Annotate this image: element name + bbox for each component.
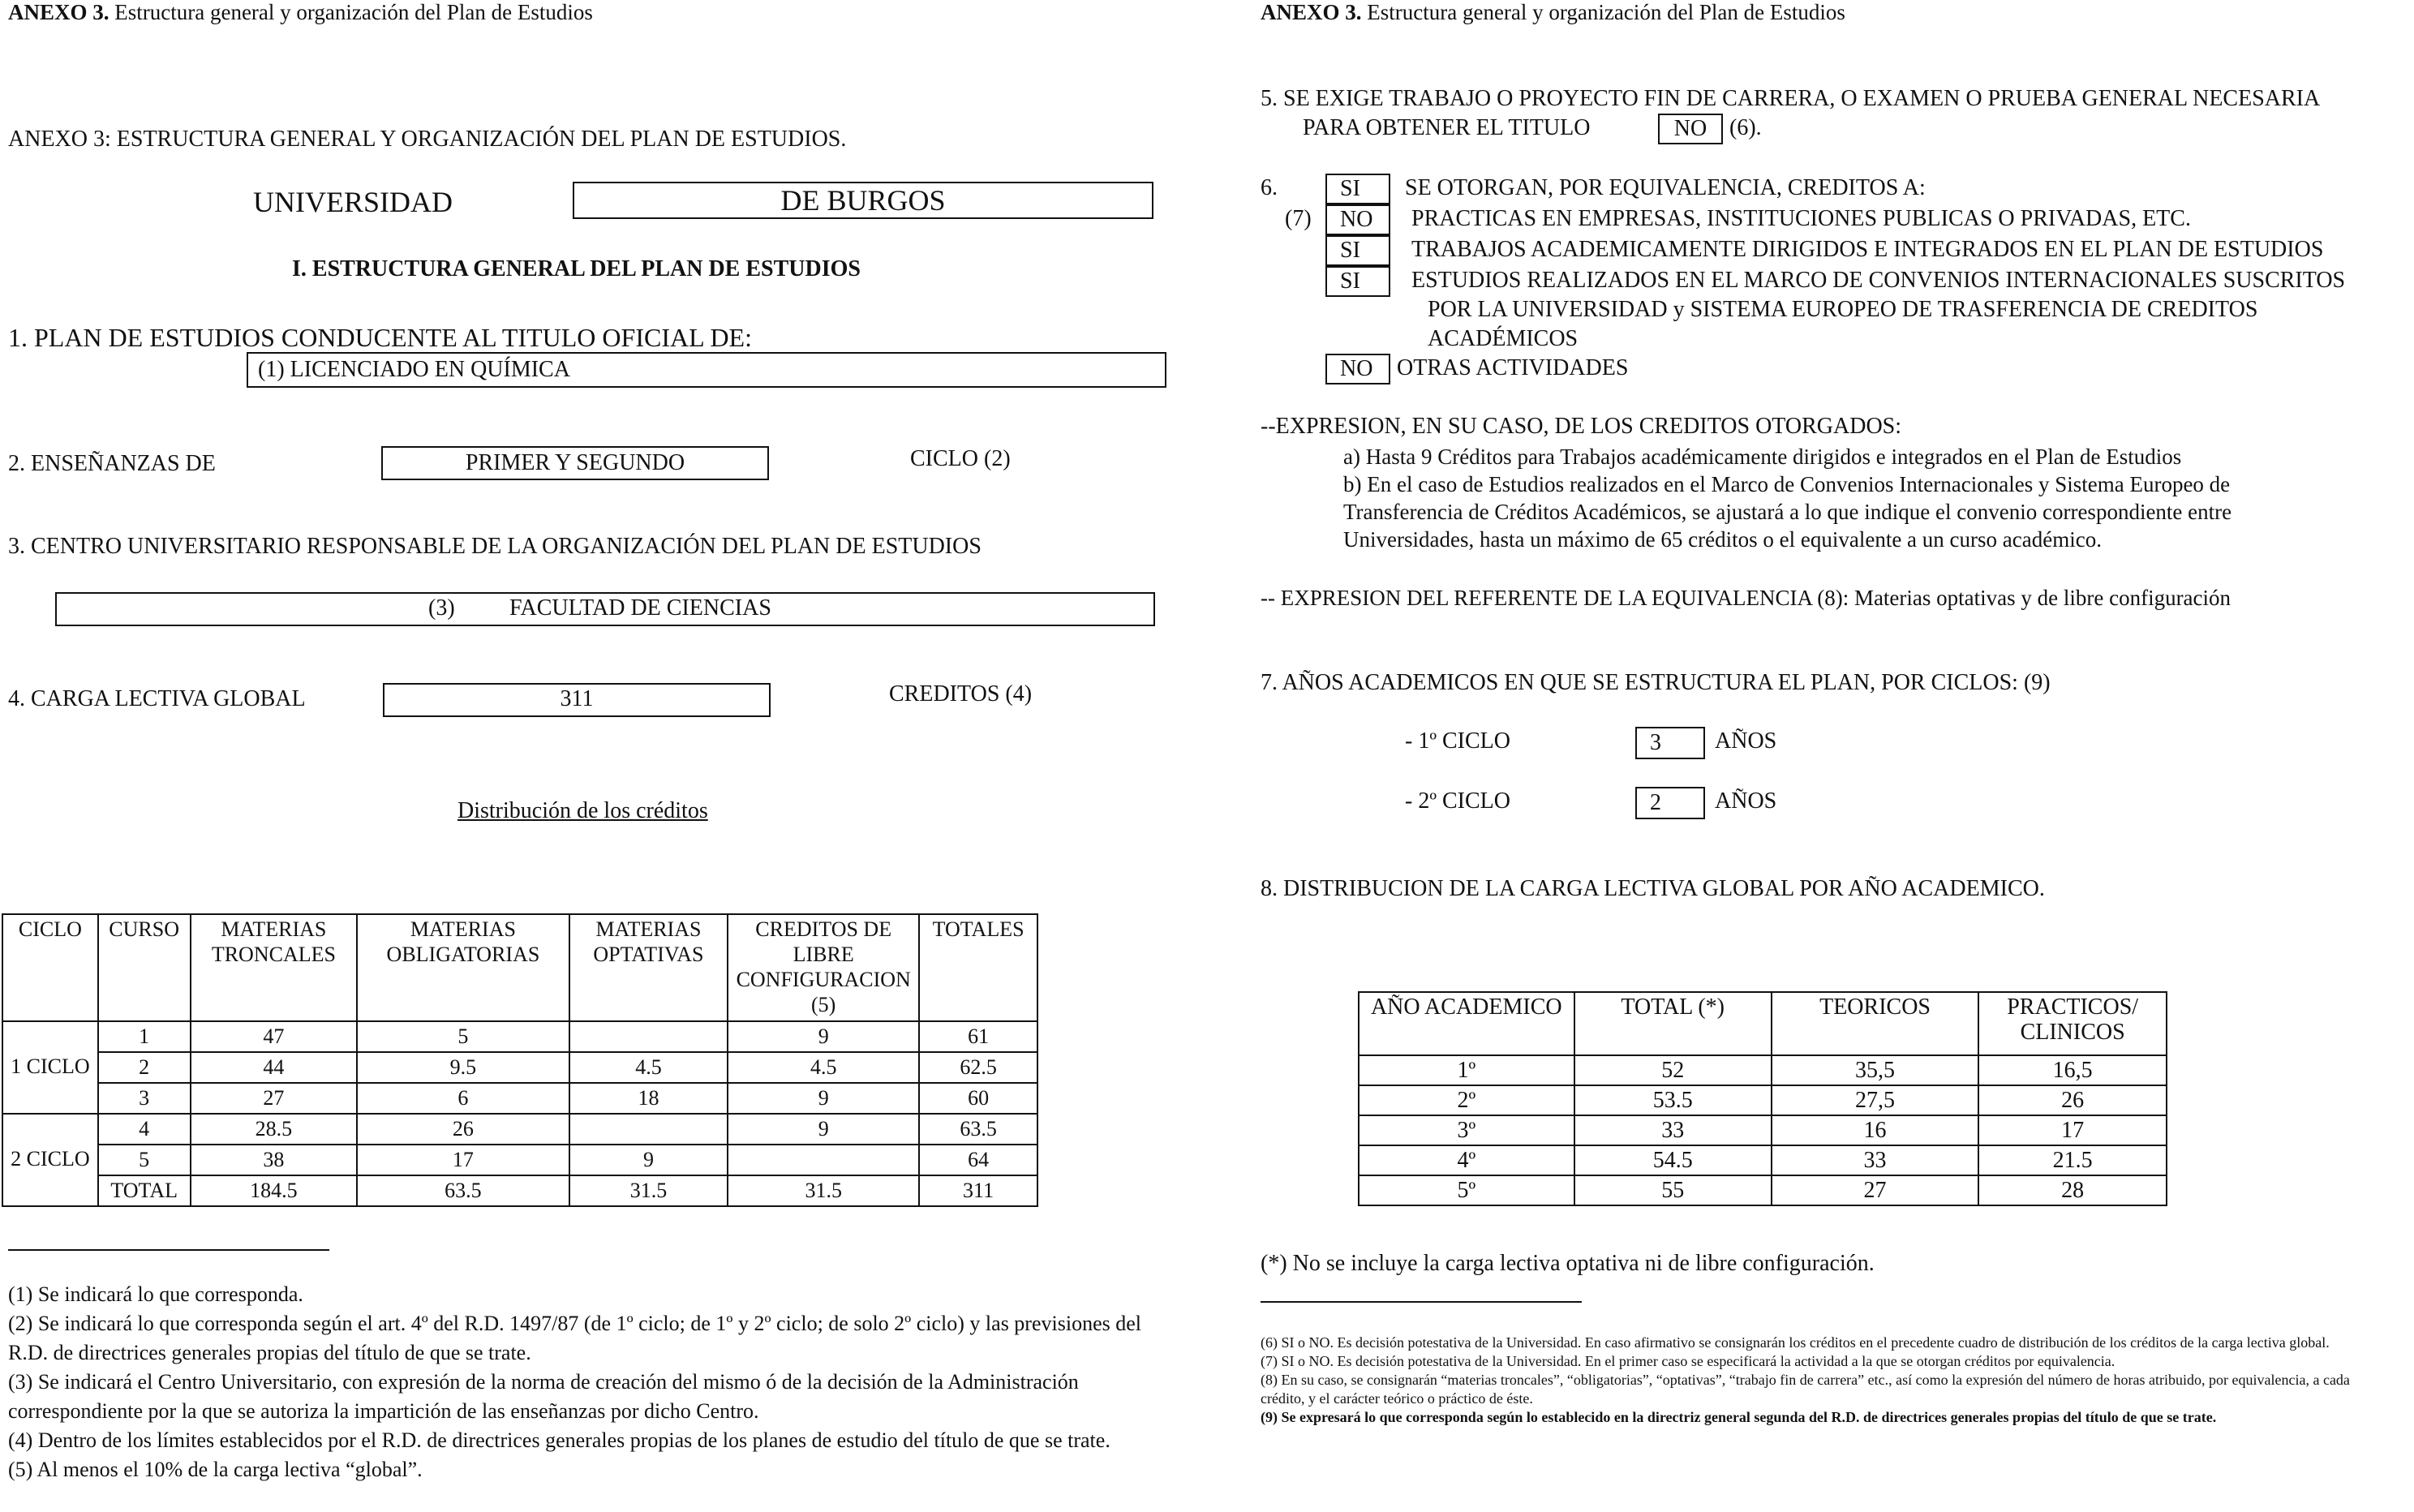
table-cell: 3º xyxy=(1359,1115,1574,1145)
footnote: (6) SI o NO. Es decisión potestativa de la Universidad. En caso afirmativo se consignarán los créditos en el precedente cuadro de distribución de los créditos de la carga lectiva global. xyxy=(1261,1334,2330,1351)
item4-suffix: CREDITOS (4) xyxy=(889,681,1033,707)
footnote: (3) Se indicará el Centro Universitario, con expresión de la norma de creación del mismo ó de la decisión de la Administración correspondiente por la que se autoriza la impartición de las enseñanzas por dicho Centro. xyxy=(8,1370,1079,1423)
footnote: (8) En su caso, se consignarán “materias troncales”, “obligatorias”, “optativas”, “trabajo fin de carrera” etc., así como la expresión del número de horas atribuido, por equivalencia, a cada crédito, y el carácter teórico o práctico de éste. xyxy=(1261,1372,2350,1407)
table-row xyxy=(2,1145,1037,1175)
item6-num: 6. xyxy=(1261,175,1278,200)
table-cell: 27,5 xyxy=(1772,1085,1978,1115)
col-header: MATERIAS OPTATIVAS xyxy=(569,914,728,1021)
year-table xyxy=(1358,991,2167,1206)
item6-text: ESTUDIOS REALIZADOS EN EL MARCO DE CONVENIOS INTERNACIONALES SUSCRITOS xyxy=(1411,268,2346,293)
footnote: (9) Se expresará lo que corresponda según lo establecido en la directriz general segunda del R.D. de directrices generales propias del título de que se trate. xyxy=(1261,1409,2217,1425)
item7-label: 7. AÑOS ACADEMICOS EN QUE SE ESTRUCTURA EL PLAN, POR CICLOS: (9) xyxy=(1261,670,2051,695)
dist-title: Distribución de los créditos xyxy=(457,798,708,823)
universidad-field: DE BURGOS xyxy=(573,182,1153,219)
table-cell: 26 xyxy=(357,1114,569,1145)
item2-suffix: CICLO (2) xyxy=(910,446,1011,471)
table-cell: 18 xyxy=(569,1083,728,1114)
table-cell: 27 xyxy=(191,1083,358,1114)
asterisk-note: (*) No se incluye la carga lectiva optativa ni de libre configuración. xyxy=(1261,1251,1875,1276)
table-cell: 60 xyxy=(919,1083,1037,1114)
item6-cont2: ACADÉMICOS xyxy=(1428,326,1579,351)
left-header-bold: ANEXO 3. xyxy=(8,0,110,24)
right-header xyxy=(1261,0,1845,25)
col-header: CREDITOS DE LIBRE CONFIGURACION (5) xyxy=(728,914,919,1021)
item6-otras-text: OTRAS ACTIVIDADES xyxy=(1397,355,1629,380)
ciclo1-anos: AÑOS xyxy=(1715,728,1777,754)
right-footnotes xyxy=(1261,1334,2396,1427)
table-cell: 53.5 xyxy=(1574,1085,1772,1115)
item3-field-num: (3) xyxy=(428,595,455,621)
footnote: (5) Al menos el 10% de la carga lectiva “global”. xyxy=(8,1458,423,1481)
item6-text: PRACTICAS EN EMPRESAS, INSTITUCIONES PUBLICAS O PRIVADAS, ETC. xyxy=(1411,206,2191,231)
table-cell: 28.5 xyxy=(191,1114,358,1145)
table-cell: 9.5 xyxy=(357,1052,569,1083)
item2-label: 2. ENSEÑANZAS DE xyxy=(8,451,216,476)
expresion-b1: b) En el caso de Estudios realizados en el Marco de Convenios Internacionales y Sistema Europeo de xyxy=(1343,472,2231,496)
table-cell: 4.5 xyxy=(728,1052,919,1083)
table-cell: 1 xyxy=(98,1021,191,1052)
item1-label: 1. PLAN DE ESTUDIOS CONDUCENTE AL TITULO OFICIAL DE: xyxy=(8,323,752,352)
item6-cont1: POR LA UNIVERSIDAD y SISTEMA EUROPEO DE TRASFERENCIA DE CREDITOS xyxy=(1428,297,2258,322)
left-header xyxy=(8,0,593,25)
footnote: (4) Dentro de los límites establecidos por el R.D. de directrices generales propias de los planes de estudio del título de que se trate. xyxy=(8,1428,1110,1452)
ciclo2-anos: AÑOS xyxy=(1715,788,1777,814)
table-row-total xyxy=(2,1175,1037,1206)
credits-table-header xyxy=(2,914,1037,1021)
item3-label: 3. CENTRO UNIVERSITARIO RESPONSABLE DE LA ORGANIZACIÓN DEL PLAN DE ESTUDIOS xyxy=(8,534,981,559)
table-cell: 44 xyxy=(191,1052,358,1083)
col-header: CURSO xyxy=(98,914,191,1021)
ciclo-label: 2 CICLO xyxy=(2,1145,98,1175)
table-row xyxy=(1359,1115,2167,1145)
expresion-b3: Universidades, hasta un máximo de 65 créditos o el equivalente a un curso académico. xyxy=(1343,527,2102,552)
item6-value: SI xyxy=(1325,174,1390,204)
footnote-divider xyxy=(1261,1301,1582,1303)
table-cell xyxy=(569,1021,728,1052)
item6-ref: (7) xyxy=(1285,206,1312,231)
table-cell: 9 xyxy=(728,1021,919,1052)
table-cell: 5º xyxy=(1359,1175,1574,1205)
expresion-title: --EXPRESION, EN SU CASO, DE LOS CREDITOS OTORGADOS: xyxy=(1261,414,1902,439)
table-cell: 2 xyxy=(98,1052,191,1083)
table-cell: 4.5 xyxy=(569,1052,728,1083)
table-row xyxy=(2,1083,1037,1114)
table-cell: 184.5 xyxy=(191,1175,358,1206)
item3-field xyxy=(55,592,1155,626)
anexo-title: ANEXO 3: ESTRUCTURA GENERAL Y ORGANIZACIÓN DEL PLAN DE ESTUDIOS. xyxy=(8,127,847,152)
table-cell xyxy=(569,1114,728,1145)
ciclo-label: 1 CICLO xyxy=(2,1052,98,1083)
table-cell: 63.5 xyxy=(919,1114,1037,1145)
left-header-rest: Estructura general y organización del Plan de Estudios xyxy=(114,0,593,24)
footnote: (2) Se indicará lo que corresponda según el art. 4º del R.D. 1497/87 (de 1º ciclo; de 1º y 2º ciclo; de solo 2º ciclo) y las previsiones del R.D. de directrices generales propias del título de que se trate. xyxy=(8,1312,1141,1364)
table-cell: 3 xyxy=(98,1083,191,1114)
table-cell: 52 xyxy=(1574,1055,1772,1085)
table-cell: 17 xyxy=(1978,1115,2167,1145)
expresion-b2: Transferencia de Créditos Académicos, se ajustará a lo que indique el convenio correspondiente entre xyxy=(1343,500,2232,524)
table-cell: 62.5 xyxy=(919,1052,1037,1083)
item6-text: TRABAJOS ACADEMICAMENTE DIRIGIDOS E INTEGRADOS EN EL PLAN DE ESTUDIOS xyxy=(1411,237,2324,262)
col-header: TOTALES xyxy=(919,914,1037,1021)
right-header-rest: Estructura general y organización del Plan de Estudios xyxy=(1367,0,1845,24)
table-cell: 28 xyxy=(1978,1175,2167,1205)
col-header: TOTAL (*) xyxy=(1574,992,1772,1055)
right-header-bold: ANEXO 3. xyxy=(1261,0,1362,24)
universidad-label: UNIVERSIDAD xyxy=(253,186,453,218)
referente: -- EXPRESION DEL REFERENTE DE LA EQUIVALENCIA (8): Materias optativas y de libre configuración xyxy=(1261,586,2231,610)
ciclo1-field: 3 xyxy=(1635,727,1705,759)
year-table-header xyxy=(1359,992,2167,1055)
item3-field-value: FACULTAD DE CIENCIAS xyxy=(509,595,771,621)
table-cell: 33 xyxy=(1574,1115,1772,1145)
section-title: I. ESTRUCTURA GENERAL DEL PLAN DE ESTUDIOS xyxy=(292,256,861,281)
ciclo2-field: 2 xyxy=(1635,787,1705,819)
table-cell: 5 xyxy=(98,1145,191,1175)
table-row xyxy=(2,1052,1037,1083)
item5-line1: 5. SE EXIGE TRABAJO O PROYECTO FIN DE CARRERA, O EXAMEN O PRUEBA GENERAL NECESARIA xyxy=(1261,86,2321,111)
col-header: CICLO xyxy=(2,914,98,1021)
item4-label: 4. CARGA LECTIVA GLOBAL xyxy=(8,686,306,711)
table-cell: TOTAL xyxy=(98,1175,191,1206)
ciclo2-label: - 2º CICLO xyxy=(1405,788,1511,814)
table-cell: 31.5 xyxy=(569,1175,728,1206)
item6-text: SE OTORGAN, POR EQUIVALENCIA, CREDITOS A: xyxy=(1405,175,1926,200)
table-row xyxy=(1359,1145,2167,1175)
table-cell: 16,5 xyxy=(1978,1055,2167,1085)
table-cell: 4º xyxy=(1359,1145,1574,1175)
table-cell: 21.5 xyxy=(1978,1145,2167,1175)
table-cell: 33 xyxy=(1772,1145,1978,1175)
table-cell: 4 xyxy=(98,1114,191,1145)
item6-value: NO xyxy=(1325,204,1390,235)
table-cell: 27 xyxy=(1772,1175,1978,1205)
footnote: (7) SI o NO. Es decisión potestativa de la Universidad. En el primer caso se especificará la actividad a la que se otorgan créditos por equivalencia. xyxy=(1261,1353,2115,1369)
table-cell: 61 xyxy=(919,1021,1037,1052)
table-cell: 63.5 xyxy=(357,1175,569,1206)
table-cell: 9 xyxy=(569,1145,728,1175)
table-row xyxy=(1359,1055,2167,1085)
table-cell: 6 xyxy=(357,1083,569,1114)
table-cell: 64 xyxy=(919,1145,1037,1175)
table-cell: 1º xyxy=(1359,1055,1574,1085)
item6-value: SI xyxy=(1325,235,1390,266)
item2-field: PRIMER Y SEGUNDO xyxy=(381,446,769,480)
table-cell: 47 xyxy=(191,1021,358,1052)
table-cell: 26 xyxy=(1978,1085,2167,1115)
col-header: AÑO ACADEMICO xyxy=(1359,992,1574,1055)
col-header: PRACTICOS/ CLINICOS xyxy=(1978,992,2167,1055)
table-cell: 9 xyxy=(728,1114,919,1145)
table-cell: 54.5 xyxy=(1574,1145,1772,1175)
ciclo1-label: - 1º CICLO xyxy=(1405,728,1511,754)
col-header: MATERIAS TRONCALES xyxy=(191,914,358,1021)
table-cell: 35,5 xyxy=(1772,1055,1978,1085)
table-cell: 17 xyxy=(357,1145,569,1175)
table-cell: 55 xyxy=(1574,1175,1772,1205)
table-row xyxy=(2,1114,1037,1145)
credits-table xyxy=(2,913,1038,1207)
expresion-a: a) Hasta 9 Créditos para Trabajos académicamente dirigidos e integrados en el Plan de Estudios xyxy=(1343,445,2182,469)
table-cell: 5 xyxy=(357,1021,569,1052)
footnote-divider xyxy=(8,1249,329,1251)
item4-field: 311 xyxy=(383,683,771,717)
table-cell xyxy=(728,1145,919,1175)
item8-label: 8. DISTRIBUCION DE LA CARGA LECTIVA GLOBAL POR AÑO ACADEMICO. xyxy=(1261,876,2045,901)
item5-field: NO xyxy=(1658,114,1723,144)
footnote: (1) Se indicará lo que corresponda. xyxy=(8,1282,303,1306)
item5-line2: PARA OBTENER EL TITULO xyxy=(1303,115,1591,140)
col-header: TEORICOS xyxy=(1772,992,1978,1055)
table-cell: 311 xyxy=(919,1175,1037,1206)
item6-value: SI xyxy=(1325,266,1390,297)
item5-suffix: (6). xyxy=(1729,115,1762,140)
table-cell: 38 xyxy=(191,1145,358,1175)
table-row xyxy=(1359,1085,2167,1115)
table-cell: 9 xyxy=(728,1083,919,1114)
table-cell: 31.5 xyxy=(728,1175,919,1206)
left-footnotes xyxy=(8,1280,1176,1484)
item1-field: (1) LICENCIADO EN QUÍMICA xyxy=(247,352,1166,388)
table-row xyxy=(2,1021,1037,1052)
col-header: MATERIAS OBLIGATORIAS xyxy=(357,914,569,1021)
table-row xyxy=(1359,1175,2167,1205)
item6-otras-value: NO xyxy=(1325,354,1390,384)
table-cell: 2º xyxy=(1359,1085,1574,1115)
table-cell: 16 xyxy=(1772,1115,1978,1145)
